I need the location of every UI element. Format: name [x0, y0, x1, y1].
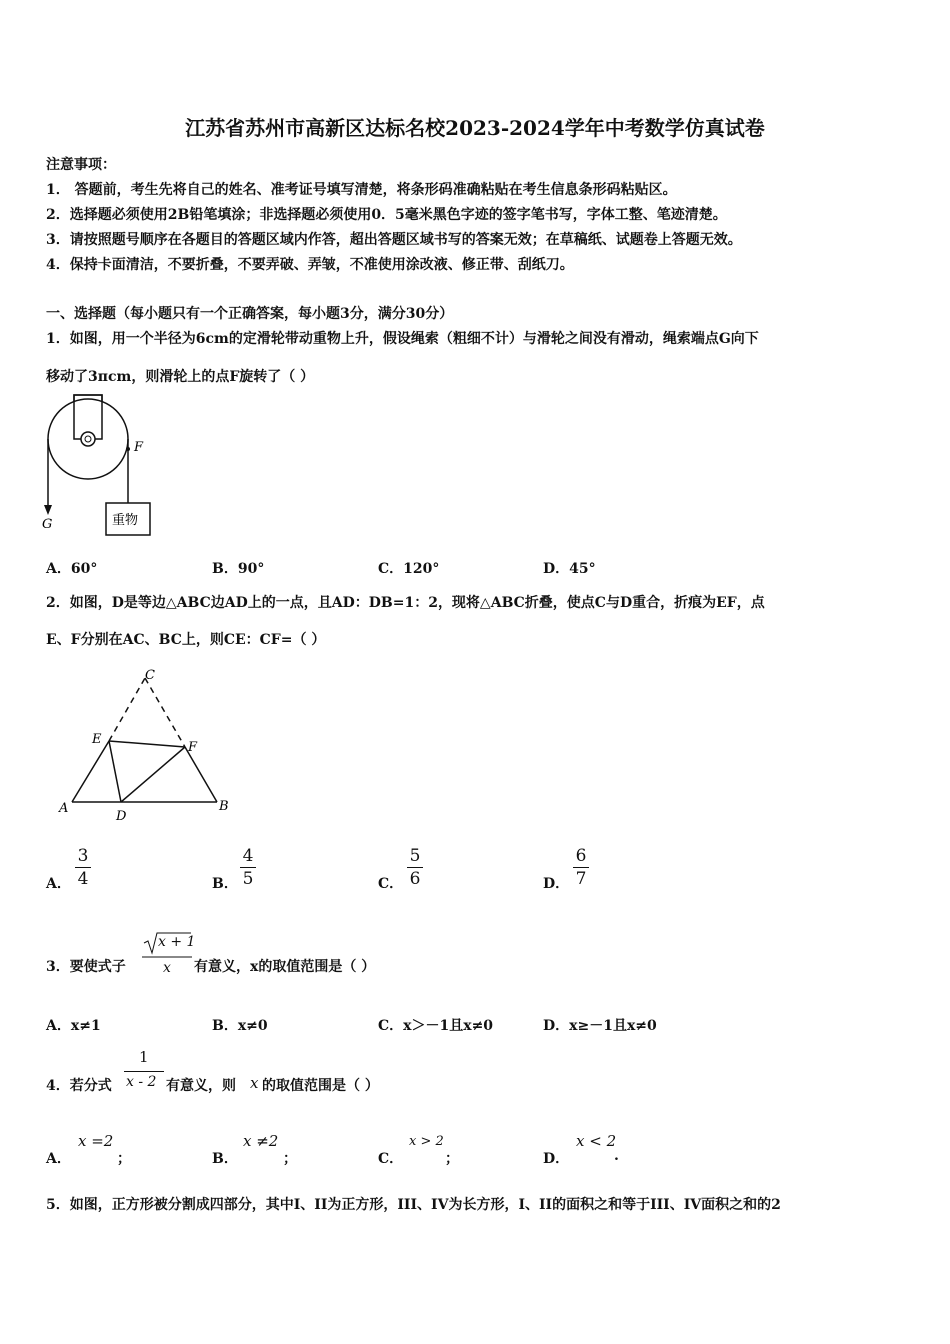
- denominator: 5: [242, 869, 254, 889]
- notice-item: 4．保持卡面清洁，不要折叠，不要弄破、弄皱，不准使用涂改液、修正带、刮纸刀。: [46, 257, 574, 273]
- q3-option-c: C．x＞－1且x≠0: [378, 1018, 494, 1034]
- q1-option-c: C．120°: [378, 561, 440, 577]
- q4-variable: x: [250, 1074, 259, 1092]
- segment-cf-dashed: [145, 678, 185, 747]
- point-f-dot: [126, 447, 130, 451]
- q3-suffix: 有意义，x的取值范围是（ ）: [194, 959, 376, 975]
- notice-item: 3．请按照题号顺序在各题目的答题区域内作答，超出答题区域书写的答案无效；在草稿纸、试题卷上答题无效。: [46, 232, 742, 248]
- q2-option-c-fraction: [405, 845, 425, 890]
- segment-ec-dashed: [109, 678, 145, 741]
- q2-option-b-letter: B．: [212, 876, 238, 892]
- page-title: 江苏省苏州市高新区达标名校2023-2024学年中考数学仿真试卷: [185, 116, 765, 140]
- q2-option-b-fraction: [238, 845, 258, 890]
- section-heading: 一、选择题（每小题只有一个正确答案，每小题3分，满分30分）: [46, 306, 454, 322]
- q4-option-d-letter: D．: [543, 1151, 570, 1167]
- numerator: 3: [77, 846, 89, 866]
- numerator: 4: [242, 846, 254, 866]
- q4-option-b-tail: ；: [283, 1151, 297, 1167]
- q3-prefix: 3．要使式子: [46, 959, 126, 975]
- q1-option-a: A．60°: [46, 561, 98, 577]
- label-b: B: [219, 799, 229, 814]
- label-a: A: [59, 801, 69, 816]
- q2-option-d-fraction: [571, 845, 591, 890]
- weight-label: 重物: [112, 513, 139, 528]
- numerator: 6: [575, 846, 587, 866]
- q1-option-d: D．45°: [543, 561, 596, 577]
- q4-suffix-a: 有意义，则: [166, 1078, 236, 1094]
- q3-option-b: B．x≠0: [212, 1018, 268, 1034]
- segment-fb: [185, 747, 217, 802]
- q2-option-a-fraction: [73, 845, 93, 890]
- denominator: 7: [575, 869, 587, 889]
- denominator: 6: [409, 869, 421, 889]
- q4-option-b-letter: B．: [212, 1151, 238, 1167]
- notice-item: 2．选择题必须使用2B铅笔填涂；非选择题必须使用0．5毫米黑色字迹的签字笔书写，字体工整、笔迹清楚。: [46, 207, 727, 223]
- q2-option-d-letter: D．: [543, 876, 570, 892]
- triangle-figure: [52, 664, 242, 828]
- segment-ae: [72, 741, 109, 802]
- q2-text-line2: E、F分别在AC、BC上，则CE：CF=（ ）: [46, 632, 326, 648]
- label-e: E: [92, 732, 102, 747]
- label-f: F: [188, 740, 198, 755]
- q4-option-c-tail: ；: [445, 1151, 459, 1167]
- radicand: x + 1: [158, 934, 196, 950]
- segment-df: [121, 747, 185, 802]
- q1-text-line1: 1．如图，用一个半径为6cm的定滑轮带动重物上升，假设绳索（粗细不计）与滑轮之间没有滑动，绳索端点G向下: [46, 331, 759, 347]
- q3-expression: [142, 929, 196, 981]
- pulley-axle: [81, 432, 95, 446]
- q4-option-d-expr: x < 2: [576, 1132, 617, 1150]
- q4-option-b-expr: x ≠2: [243, 1132, 279, 1150]
- label-c: C: [145, 668, 155, 683]
- q4-option-a-letter: A．: [46, 1151, 71, 1167]
- q3-option-d: D．x≥－1且x≠0: [543, 1018, 657, 1034]
- segment-ed: [109, 741, 121, 802]
- segment-ef: [109, 741, 185, 747]
- q1-text-line2: 移动了3πcm，则滑轮上的点F旋转了（ ）: [46, 369, 315, 385]
- label-g: G: [42, 517, 53, 532]
- q1-option-b: B．90°: [212, 561, 265, 577]
- denominator: x - 2: [126, 1074, 157, 1090]
- q5-text-line1: 5．如图，正方形被分割成四部分，其中I、II为正方形，III、IV为长方形，I、II的面积之和等于III、IV面积之和的2: [46, 1197, 781, 1213]
- q4-suffix-b: 的取值范围是（ ）: [262, 1078, 379, 1094]
- numerator: 5: [409, 846, 421, 866]
- q3-option-a: A．x≠1: [46, 1018, 101, 1034]
- q2-option-c-letter: C．: [378, 876, 404, 892]
- numerator: 1: [139, 1048, 149, 1066]
- notice-item: 1． 答题前，考生先将自己的姓名、准考证号填写清楚，将条形码准确粘贴在考生信息条形码粘贴区。: [46, 182, 677, 198]
- denominator: x: [163, 960, 171, 976]
- q4-option-c-letter: C．: [378, 1151, 404, 1167]
- label-f: F: [134, 440, 144, 455]
- label-d: D: [116, 809, 127, 824]
- q2-text-line1: 2．如图，D是等边△ABC边AD上的一点，且AD：DB=1：2，现将△ABC折叠，使点C与D重合，折痕为EF，点: [46, 595, 765, 611]
- q4-expression: [122, 1048, 166, 1098]
- q4-option-a-tail: ；: [117, 1151, 131, 1167]
- pulley-figure: [40, 393, 155, 545]
- q4-option-d-tail: .: [614, 1148, 619, 1164]
- arrow-down-icon: [44, 505, 52, 515]
- q2-option-a-letter: A．: [46, 876, 71, 892]
- q4-option-c-expr: x > 2: [409, 1134, 444, 1149]
- q4-prefix: 4．若分式: [46, 1078, 112, 1094]
- denominator: 4: [77, 869, 89, 889]
- q4-option-a-expr: x =2: [78, 1132, 114, 1150]
- notice-heading: 注意事项：: [46, 157, 116, 173]
